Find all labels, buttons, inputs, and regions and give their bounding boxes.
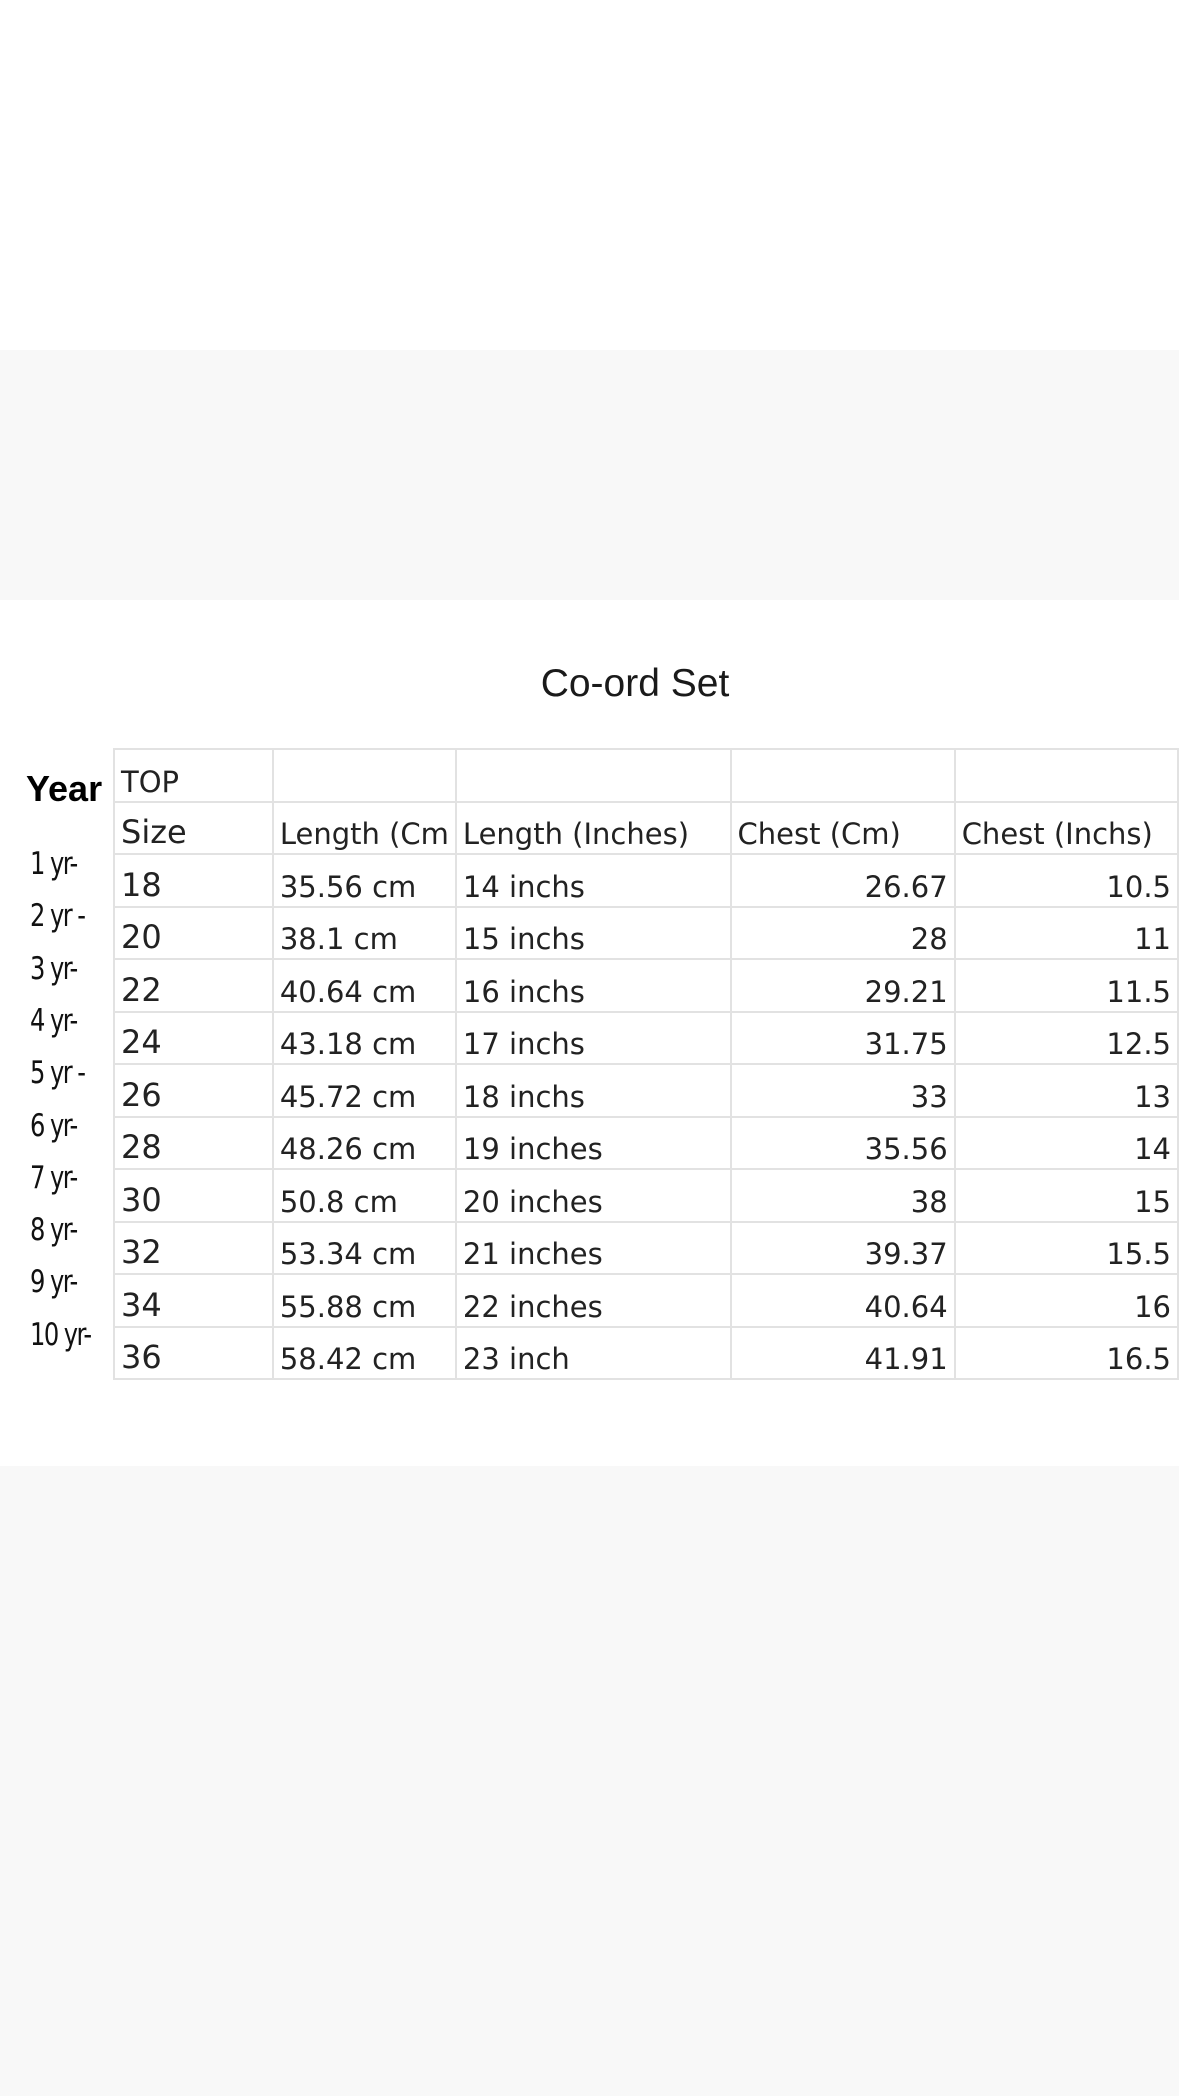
table-row bbox=[114, 1222, 1178, 1275]
length-cm-cell: 35.56 cm bbox=[273, 854, 456, 907]
empty-cell bbox=[456, 749, 731, 802]
year-label: 7 yr- bbox=[30, 1159, 77, 1196]
chest-inches-cell: 11 bbox=[955, 907, 1178, 960]
column-header-chest-cm: Chest (Cm) bbox=[731, 802, 955, 855]
table-row bbox=[114, 1117, 1178, 1170]
chest-inches-cell: 15 bbox=[955, 1169, 1178, 1222]
column-header-length-inches: Length (Inches) bbox=[456, 802, 731, 855]
table-row bbox=[114, 1327, 1178, 1380]
size-cell: 26 bbox=[114, 1064, 273, 1117]
column-header-length-cm: Length (Cm bbox=[273, 802, 456, 855]
chest-inches-cell: 13 bbox=[955, 1064, 1178, 1117]
size-cell: 28 bbox=[114, 1117, 273, 1170]
length-cm-cell: 43.18 cm bbox=[273, 1012, 456, 1065]
chest-inches-cell: 10.5 bbox=[955, 854, 1178, 907]
size-cell: 18 bbox=[114, 854, 273, 907]
year-label: 1 yr- bbox=[30, 846, 77, 882]
table-row bbox=[114, 959, 1178, 1012]
size-cell: 32 bbox=[114, 1222, 273, 1275]
year-label: 9 yr- bbox=[30, 1264, 77, 1301]
empty-cell bbox=[955, 749, 1178, 802]
chest-cm-cell: 29.21 bbox=[731, 959, 955, 1012]
upper-gray-band bbox=[0, 350, 1179, 600]
length-inches-cell: 17 inchs bbox=[456, 1012, 731, 1065]
size-cell: 30 bbox=[114, 1169, 273, 1222]
size-cell: 24 bbox=[114, 1012, 273, 1065]
length-inches-cell: 14 inchs bbox=[456, 854, 731, 907]
length-inches-cell: 15 inchs bbox=[456, 907, 731, 960]
top-label-cell: TOP bbox=[114, 749, 273, 802]
chest-inches-cell: 16 bbox=[955, 1274, 1178, 1327]
chest-cm-cell: 39.37 bbox=[731, 1222, 955, 1275]
chest-inches-cell: 15.5 bbox=[955, 1222, 1178, 1275]
top-background bbox=[0, 0, 1179, 350]
length-cm-cell: 55.88 cm bbox=[273, 1274, 456, 1327]
chest-inches-cell: 12.5 bbox=[955, 1012, 1178, 1065]
chest-inches-cell: 14 bbox=[955, 1117, 1178, 1170]
year-label: 2 yr - bbox=[30, 898, 85, 935]
length-cm-cell: 53.34 cm bbox=[273, 1222, 456, 1275]
size-cell: 20 bbox=[114, 907, 273, 960]
length-inches-cell: 20 inches bbox=[456, 1169, 731, 1222]
size-cell: 34 bbox=[114, 1274, 273, 1327]
length-inches-cell: 16 inchs bbox=[456, 959, 731, 1012]
chest-cm-cell: 28 bbox=[731, 907, 955, 960]
table-row bbox=[114, 1169, 1178, 1222]
length-inches-cell: 18 inchs bbox=[456, 1064, 731, 1117]
chest-cm-cell: 35.56 bbox=[731, 1117, 955, 1170]
table-row bbox=[114, 1274, 1178, 1327]
year-label: 6 yr- bbox=[30, 1107, 77, 1144]
column-header-chest-inches: Chest (Inchs) bbox=[955, 802, 1178, 855]
chest-cm-cell: 40.64 bbox=[731, 1274, 955, 1327]
length-cm-cell: 38.1 cm bbox=[273, 907, 456, 960]
table-row bbox=[114, 854, 1178, 907]
chest-inches-cell: 16.5 bbox=[955, 1327, 1178, 1380]
year-column-header: Year bbox=[26, 768, 103, 809]
table-row bbox=[114, 907, 1178, 960]
column-header-size: Size bbox=[114, 802, 273, 855]
table-row bbox=[114, 1064, 1178, 1117]
size-cell: 22 bbox=[114, 959, 273, 1012]
empty-cell bbox=[731, 749, 955, 802]
size-cell: 36 bbox=[114, 1327, 273, 1380]
chest-inches-cell: 11.5 bbox=[955, 959, 1178, 1012]
size-chart-table bbox=[113, 748, 1179, 1380]
length-cm-cell: 50.8 cm bbox=[273, 1169, 456, 1222]
table-header-row bbox=[114, 802, 1178, 855]
table-row bbox=[114, 1012, 1178, 1065]
empty-cell bbox=[273, 749, 456, 802]
length-cm-cell: 40.64 cm bbox=[273, 959, 456, 1012]
chest-cm-cell: 41.91 bbox=[731, 1327, 955, 1380]
chest-cm-cell: 26.67 bbox=[731, 854, 955, 907]
chest-cm-cell: 38 bbox=[731, 1169, 955, 1222]
length-cm-cell: 58.42 cm bbox=[273, 1327, 456, 1380]
table-top-row bbox=[114, 749, 1178, 802]
lower-gray-band bbox=[0, 1466, 1179, 2096]
year-label: 10 yr- bbox=[30, 1316, 91, 1353]
page-title: Co-ord Set bbox=[540, 662, 730, 705]
year-label: 3 yr- bbox=[30, 950, 77, 987]
year-label: 5 yr - bbox=[30, 1055, 85, 1092]
length-cm-cell: 45.72 cm bbox=[273, 1064, 456, 1117]
year-label: 4 yr- bbox=[30, 1002, 77, 1039]
chest-cm-cell: 31.75 bbox=[731, 1012, 955, 1065]
length-inches-cell: 23 inch bbox=[456, 1327, 731, 1380]
length-cm-cell: 48.26 cm bbox=[273, 1117, 456, 1170]
chest-cm-cell: 33 bbox=[731, 1064, 955, 1117]
year-label: 8 yr- bbox=[30, 1212, 77, 1249]
length-inches-cell: 21 inches bbox=[456, 1222, 731, 1275]
length-inches-cell: 19 inches bbox=[456, 1117, 731, 1170]
length-inches-cell: 22 inches bbox=[456, 1274, 731, 1327]
